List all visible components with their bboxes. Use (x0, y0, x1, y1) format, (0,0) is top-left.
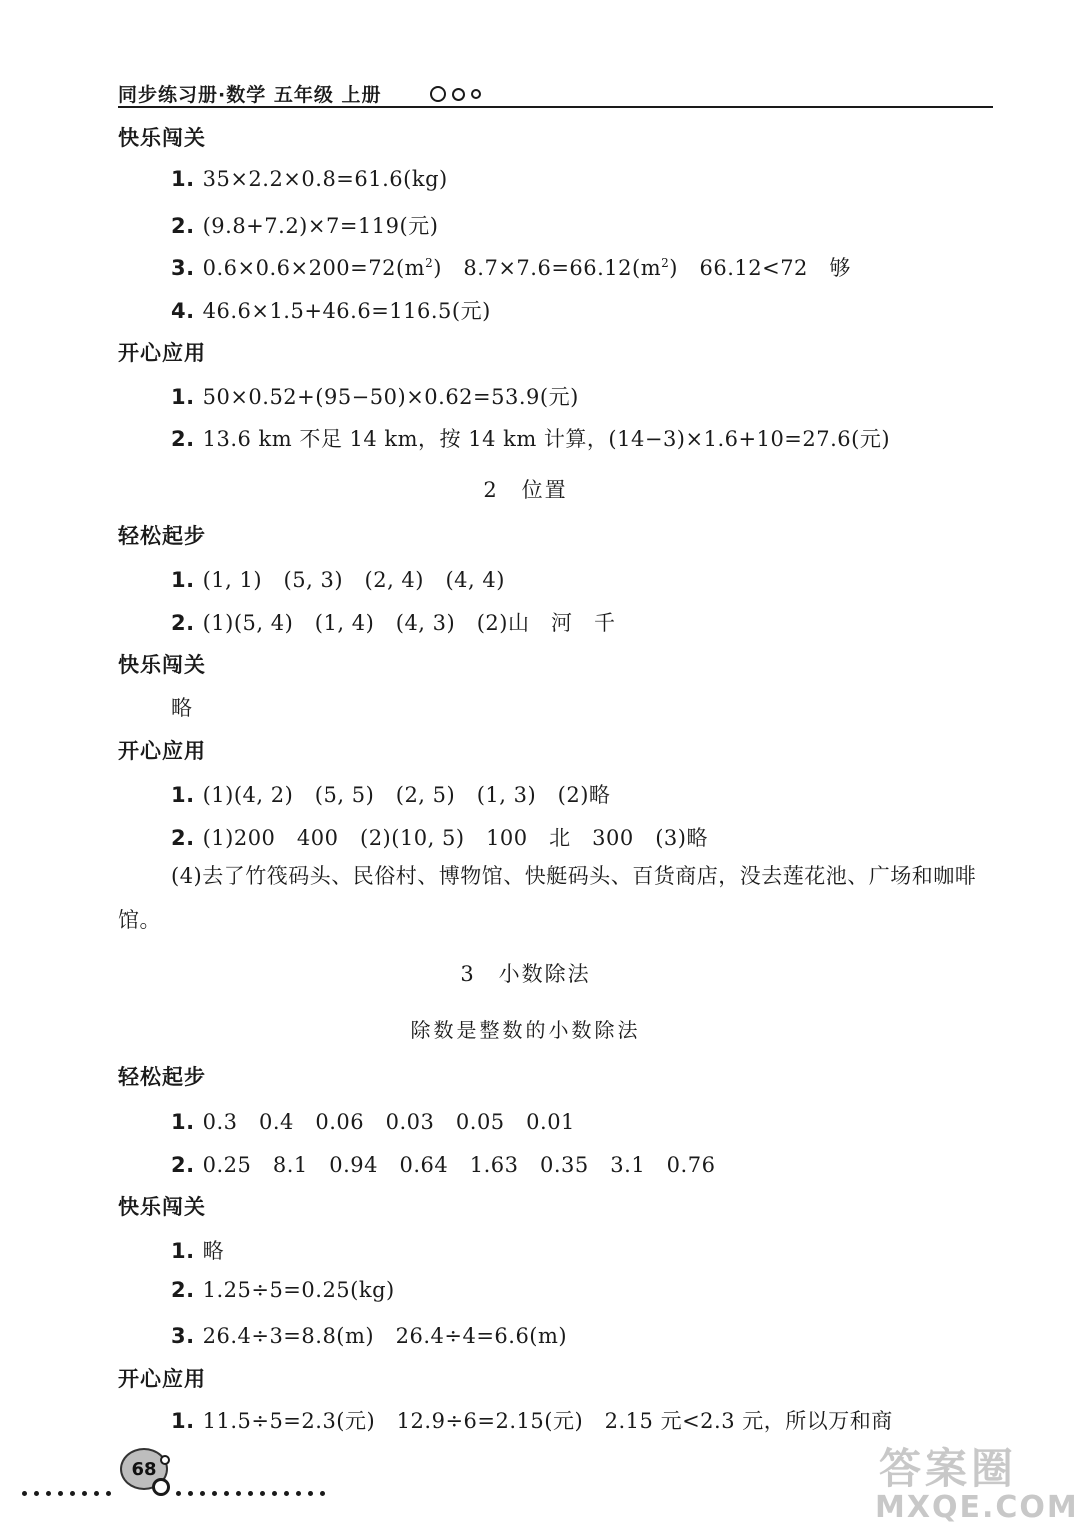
answer-text: (1)(4, 2) (5, 5) (2, 5) (1, 3) (2)略 (202, 783, 611, 807)
item-number: 1. (171, 568, 195, 592)
footer-dotted-rule (176, 1489, 325, 1497)
chapter-title: 3 小数除法 (460, 962, 591, 986)
circle-icon (452, 88, 465, 101)
answer-line (171, 1320, 567, 1350)
footer-dot (248, 1491, 253, 1496)
item-number: 3. (171, 256, 195, 280)
answer-text: 1.25÷5=0.25(kg) (202, 1278, 395, 1302)
item-number: 1. (171, 1409, 195, 1433)
footer-dot (224, 1491, 229, 1496)
answer-text: 50×0.52+(95−50)×0.62=53.9(元) (202, 385, 579, 409)
footer-dot (94, 1491, 99, 1496)
footer-dot (320, 1491, 325, 1496)
answer-line (171, 423, 890, 453)
answer-text: 13.6 km 不足 14 km，按 14 km 计算，(14−3)×1.6+10=27.6(元) (202, 427, 891, 451)
superscript: 2 (661, 256, 670, 270)
answer-paragraph: (4)去了竹筏码头、民俗村、博物馆、快艇码头、百货商店，没去莲花池、广场和咖啡馆。 (118, 864, 977, 932)
watermark-url-text: MXQE.COM (875, 1490, 1079, 1525)
answer-line (171, 210, 438, 240)
item-number: 1. (171, 167, 195, 191)
section-heading: 轻松起步 (118, 524, 206, 548)
watermark-logo-text: 答案圈 (879, 1444, 1018, 1493)
answer-line (171, 779, 610, 809)
section-heading: 开心应用 (118, 341, 206, 365)
answer-text: (1)(5, 4) (1, 4) (4, 3) (2)山 河 千 (202, 611, 616, 635)
answer-line (171, 1278, 395, 1302)
footer-dot (34, 1491, 39, 1496)
answer-line (171, 295, 491, 325)
page-number: 68 (131, 1458, 157, 1480)
section-heading: 快乐闯关 (118, 126, 206, 150)
item-number: 2. (171, 1278, 195, 1302)
footer-dot (296, 1491, 301, 1496)
answer-line (171, 1106, 575, 1136)
footer-dot (284, 1491, 289, 1496)
item-number: 3. (171, 1324, 195, 1348)
answer-line (171, 381, 579, 411)
footer-dot (188, 1491, 193, 1496)
answer-text: 0.3 0.4 0.06 0.03 0.05 0.01 (202, 1110, 575, 1134)
circle-icon (152, 1478, 170, 1496)
running-header (118, 80, 993, 108)
footer-dot (106, 1491, 111, 1496)
footer-dot (236, 1491, 241, 1496)
footer-dot (260, 1491, 265, 1496)
circle-icon (471, 89, 481, 99)
item-number: 2. (171, 214, 195, 238)
header-title: 同步练习册·数学 五年级 上册 (118, 84, 382, 106)
answer-text: ) 8.7×7.6=66.12(m (433, 256, 662, 280)
footer-dot (58, 1491, 63, 1496)
footer-dot (70, 1491, 75, 1496)
watermark (865, 1436, 1079, 1532)
answer-text: ) 66.12<72 够 (669, 256, 851, 280)
answer-text: 0.6×0.6×200=72(m (202, 256, 426, 280)
answer-line (171, 607, 615, 637)
answer-line (171, 692, 193, 722)
answer-line (171, 1405, 893, 1435)
footer-dot (82, 1491, 87, 1496)
answer-text: 35×2.2×0.8=61.6(kg) (202, 167, 448, 191)
answer-line (171, 167, 448, 191)
section-heading: 快乐闯关 (118, 653, 206, 677)
footer-dotted-rule (22, 1489, 111, 1497)
item-number: 1. (171, 783, 195, 807)
section-heading: 轻松起步 (118, 1065, 206, 1089)
chapter-title: 2 位置 (483, 478, 568, 502)
answer-text: (9.8+7.2)×7=119(元) (202, 214, 439, 238)
answer-text: 46.6×1.5+46.6=116.5(元) (202, 299, 491, 323)
answer-text: 略 (202, 1239, 225, 1263)
item-number: 1. (171, 1239, 195, 1263)
item-number: 2. (171, 1153, 195, 1177)
footer-dot (22, 1491, 27, 1496)
answer-line (171, 564, 505, 594)
answer-line (171, 1235, 224, 1265)
answer-text: 11.5÷5=2.3(元) 12.9÷6=2.15(元) 2.15 元<2.3 元，所以万和商 (202, 1409, 893, 1433)
item-number: 1. (171, 1110, 195, 1134)
header-circle-icons (430, 86, 481, 102)
answer-text: 略 (171, 696, 193, 720)
section-heading: 开心应用 (118, 739, 206, 763)
item-number: 4. (171, 299, 195, 323)
section-heading: 快乐闯关 (118, 1195, 206, 1219)
answer-line (171, 822, 708, 852)
footer-dot (176, 1491, 181, 1496)
answer-text: 26.4÷3=8.8(m) 26.4÷4=6.6(m) (202, 1324, 568, 1348)
answer-text: (1)200 400 (2)(10, 5) 100 北 300 (3)略 (202, 826, 708, 850)
footer-dot (200, 1491, 205, 1496)
item-number: 1. (171, 385, 195, 409)
circle-icon (160, 1455, 170, 1465)
footer-dot (272, 1491, 277, 1496)
footer-dot (308, 1491, 313, 1496)
item-number: 2. (171, 611, 195, 635)
answer-line (171, 252, 851, 282)
section-heading: 开心应用 (118, 1367, 206, 1391)
chapter-subtitle: 除数是整数的小数除法 (410, 1018, 641, 1042)
item-number: 2. (171, 427, 195, 451)
answer-text: 0.25 8.1 0.94 0.64 1.63 0.35 3.1 0.76 (202, 1153, 716, 1177)
answer-line (171, 1149, 715, 1179)
item-number: 2. (171, 826, 195, 850)
superscript: 2 (425, 256, 434, 270)
footer-dot (46, 1491, 51, 1496)
circle-icon (430, 86, 446, 102)
answer-text: (1, 1) (5, 3) (2, 4) (4, 4) (202, 568, 505, 592)
footer-dot (212, 1491, 217, 1496)
